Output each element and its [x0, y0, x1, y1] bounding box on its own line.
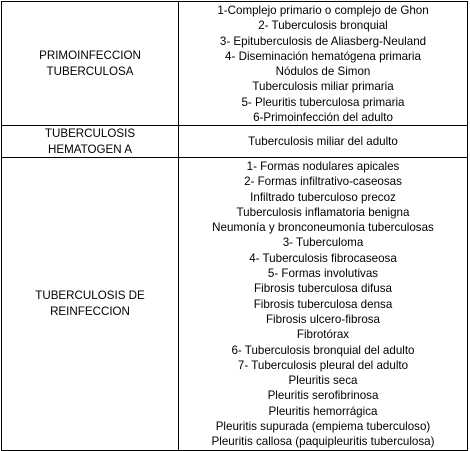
items-cell-primoinfeccion: [179, 2, 468, 126]
list-item: 7- Tuberculosis pleural del adulto: [237, 358, 409, 372]
category-cell-hematogena: [2, 126, 179, 158]
list-item: Infiltrado tuberculoso precoz: [250, 190, 396, 204]
list-item: Pleuritis callosa (paquipleuritis tuberculosa): [211, 435, 435, 449]
items-cell-reinfeccion: [179, 157, 468, 450]
table-row-primoinfeccion: [2, 2, 468, 126]
list-item: 2- Formas infiltrativo-caseosas: [244, 175, 402, 189]
list-item: Tuberculosis inflamatoria benigna: [236, 205, 410, 219]
list-item: 5- Formas involutivas: [267, 267, 379, 281]
list-item: Fibrosis tuberculosa densa: [253, 297, 393, 311]
tuberculosis-classification-table: [1, 1, 468, 451]
category-label-line: TUBERCULOSIS: [44, 127, 136, 141]
list-item: Tuberculosis miliar primaria: [252, 80, 394, 94]
list-item: Pleuritis seca: [288, 374, 358, 388]
table-row-hematogena: [2, 126, 468, 158]
list-item: 5- Pleuritis tuberculosa primaria: [241, 95, 405, 109]
items-cell-hematogena: [179, 126, 468, 158]
list-item: 3- Epituberculosis de Aliasberg-Neuland: [219, 34, 427, 48]
list-item: 6-Primoinfección del adulto: [253, 111, 393, 125]
list-item: 1-Complejo primario o complejo de Ghon: [217, 4, 429, 17]
list-item: Fibrotórax: [296, 328, 350, 342]
list-item: 4- Tuberculosis fibrocaseosa: [249, 251, 397, 265]
list-item: 2- Tuberculosis bronquial: [258, 19, 388, 33]
list-item: Tuberculosis miliar del adulto: [248, 135, 398, 149]
category-label-line: REINFECCION: [50, 304, 130, 318]
category-label-line: PRIMOINFECCION: [39, 49, 141, 63]
list-item: 1- Formas nodulares apicales: [246, 159, 400, 173]
category-label-line: TUBERCULOSIS DE: [35, 289, 145, 303]
list-item: 3- Tuberculoma: [282, 236, 364, 250]
list-item: Pleuritis serofibrinosa: [267, 389, 379, 403]
category-label-line: TUBERCULOSA: [46, 64, 134, 78]
category-cell-reinfeccion: [2, 157, 179, 450]
list-item: 4- Diseminación hematógena primaria: [225, 49, 421, 63]
list-item: Neumonía y bronconeumonía tuberculosas: [212, 221, 434, 235]
list-item: 6- Tuberculosis bronquial del adulto: [231, 343, 415, 357]
category-cell-primoinfeccion: [2, 2, 179, 126]
list-item: Pleuritis supurada (empiema tuberculoso): [215, 420, 431, 434]
list-item: Fibrosis tuberculosa difusa: [254, 282, 392, 296]
category-label-line: HEMATOGEN A: [48, 142, 132, 156]
list-item: Fibrosis ulcero-fibrosa: [265, 312, 381, 326]
table-row-reinfeccion: [2, 157, 468, 450]
list-item: Nódulos de Simon: [275, 65, 371, 79]
list-item: Pleuritis hemorrágica: [268, 404, 378, 418]
